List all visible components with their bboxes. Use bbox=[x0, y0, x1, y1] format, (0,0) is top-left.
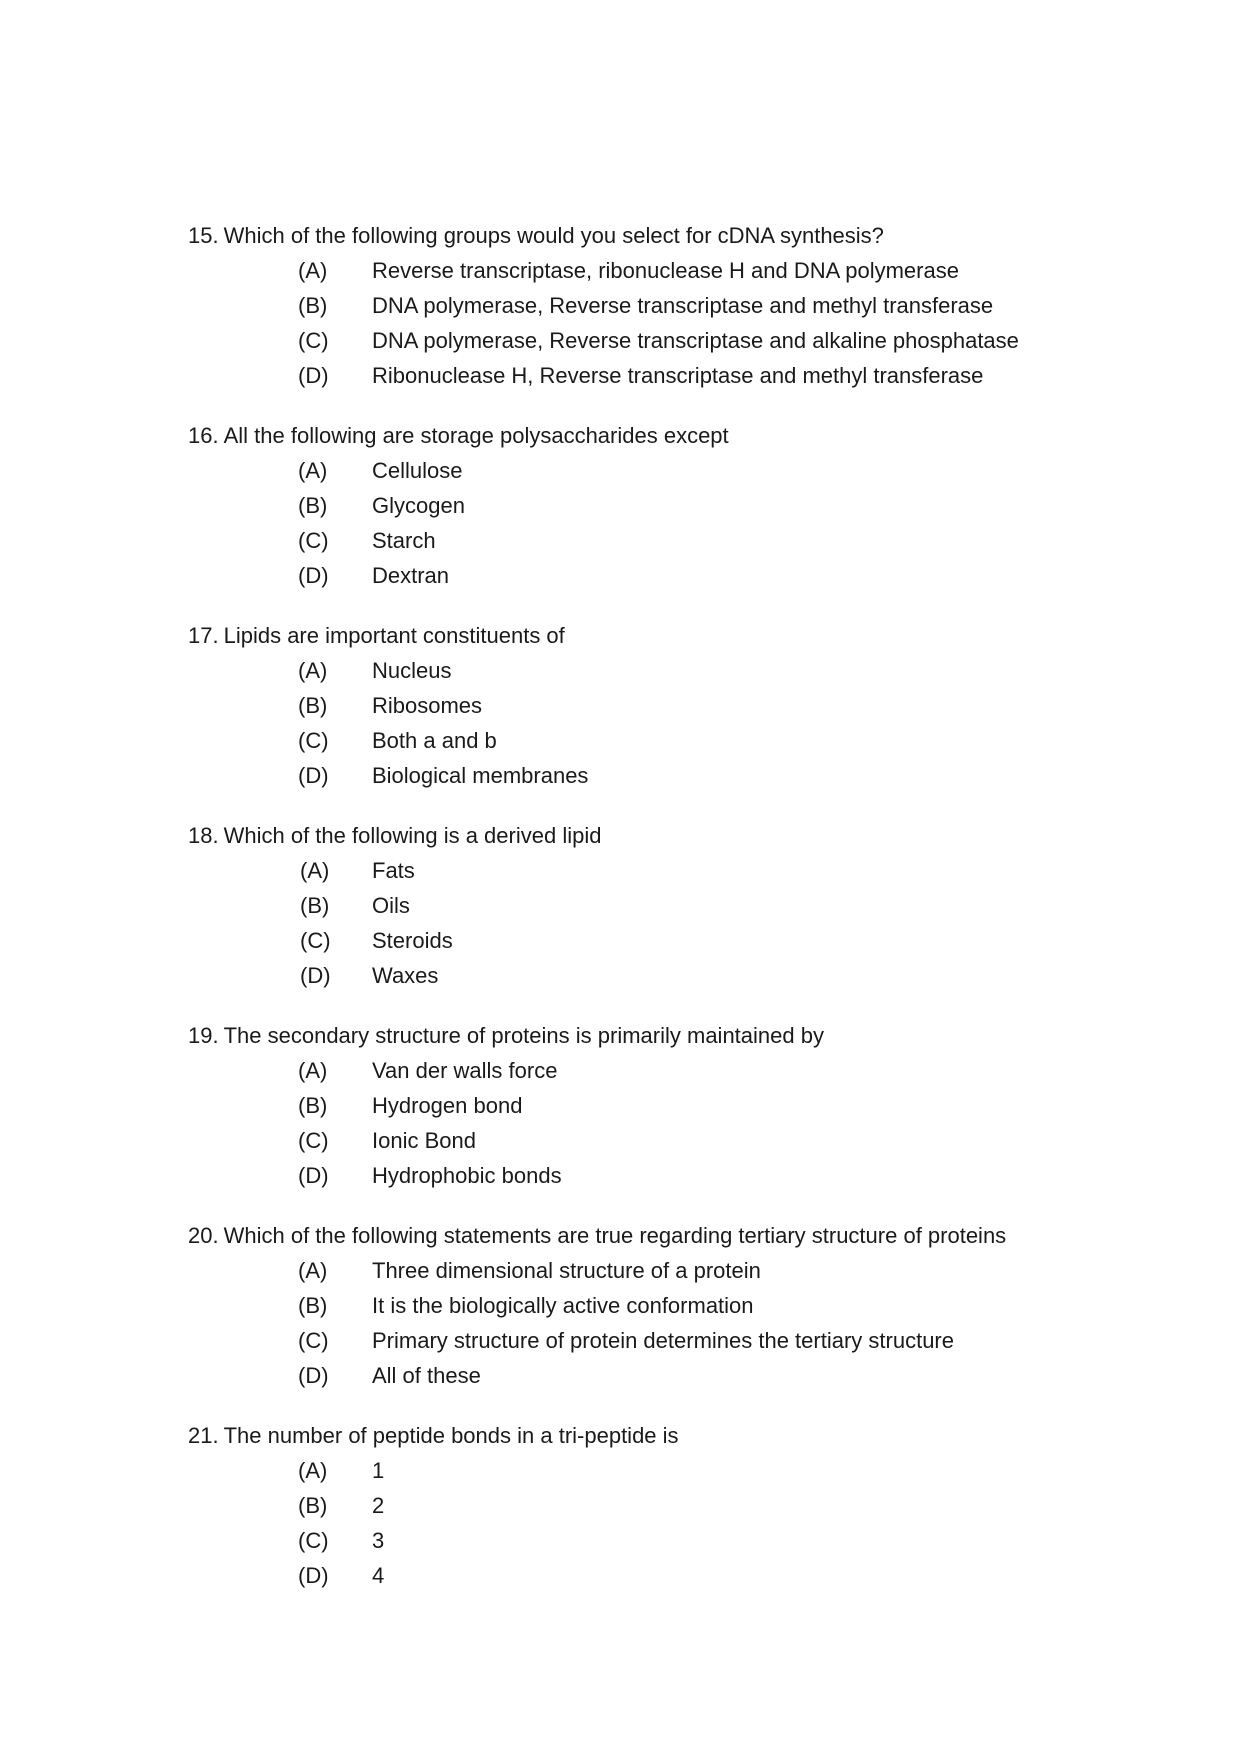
question-number: 19. bbox=[188, 1023, 219, 1048]
option-d bbox=[188, 558, 1088, 593]
option-letter: (A) bbox=[298, 1458, 328, 1483]
option-letter: (C) bbox=[298, 728, 329, 753]
option-a bbox=[188, 253, 1088, 288]
option-a bbox=[188, 853, 1088, 888]
option-a bbox=[188, 453, 1088, 488]
option-letter: (B) bbox=[298, 1093, 328, 1118]
option-a bbox=[188, 1053, 1088, 1088]
question-16 bbox=[188, 418, 1088, 593]
question-text: Which of the following groups would you select for cDNA synthesis? bbox=[223, 223, 884, 248]
option-c bbox=[188, 1123, 1088, 1158]
option-text: Nucleus bbox=[372, 658, 452, 683]
question-number: 21. bbox=[188, 1423, 219, 1448]
option-c bbox=[188, 723, 1088, 758]
option-letter: (D) bbox=[298, 363, 329, 388]
option-d bbox=[188, 958, 1088, 993]
option-letter: (A) bbox=[298, 458, 328, 483]
option-letter: (B) bbox=[298, 293, 328, 318]
question-15 bbox=[188, 218, 1088, 393]
option-text: 1 bbox=[372, 1458, 385, 1483]
question-stem bbox=[188, 218, 1088, 253]
option-letter: (C) bbox=[298, 1328, 329, 1353]
option-a bbox=[188, 653, 1088, 688]
option-b bbox=[188, 1088, 1088, 1123]
option-list bbox=[188, 653, 1088, 793]
option-text: All of these bbox=[372, 1363, 481, 1388]
option-text: Primary structure of protein determines the tertiary structure bbox=[372, 1328, 954, 1353]
question-stem bbox=[188, 1418, 1088, 1453]
question-number: 16. bbox=[188, 423, 219, 448]
option-c bbox=[188, 323, 1088, 358]
option-text: Ribonuclease H, Reverse transcriptase and methyl transferase bbox=[372, 363, 984, 388]
question-list bbox=[188, 218, 1088, 1618]
option-text: Starch bbox=[372, 528, 436, 553]
option-b bbox=[188, 1488, 1088, 1523]
option-text: It is the biologically active conformation bbox=[372, 1293, 754, 1318]
option-list bbox=[188, 253, 1088, 393]
option-text: Three dimensional structure of a protein bbox=[372, 1258, 761, 1283]
option-a bbox=[188, 1453, 1088, 1488]
option-letter: (C) bbox=[298, 328, 329, 353]
option-text: Dextran bbox=[372, 563, 450, 588]
option-c bbox=[188, 1523, 1088, 1558]
option-list bbox=[188, 1253, 1088, 1393]
option-letter: (D) bbox=[300, 963, 331, 988]
option-text: DNA polymerase, Reverse transcriptase and alkaline phosphatase bbox=[372, 328, 1019, 353]
option-letter: (B) bbox=[298, 1493, 328, 1518]
option-d bbox=[188, 1558, 1088, 1593]
option-c bbox=[188, 1323, 1088, 1358]
option-letter: (C) bbox=[298, 528, 329, 553]
question-20 bbox=[188, 1218, 1088, 1393]
question-stem bbox=[188, 818, 1088, 853]
question-17 bbox=[188, 618, 1088, 793]
option-d bbox=[188, 1358, 1088, 1393]
option-letter: (B) bbox=[298, 693, 328, 718]
option-letter: (C) bbox=[298, 1528, 329, 1553]
question-text: Which of the following is a derived lipid bbox=[223, 823, 602, 848]
option-d bbox=[188, 358, 1088, 393]
question-19 bbox=[188, 1018, 1088, 1193]
option-letter: (A) bbox=[298, 1258, 328, 1283]
option-text: Both a and b bbox=[372, 728, 497, 753]
option-text: Steroids bbox=[372, 928, 453, 953]
option-list bbox=[188, 453, 1088, 593]
option-a bbox=[188, 1253, 1088, 1288]
option-list bbox=[188, 1053, 1088, 1193]
option-letter: (C) bbox=[300, 928, 331, 953]
option-b bbox=[188, 1288, 1088, 1323]
option-text: Waxes bbox=[372, 963, 439, 988]
question-21 bbox=[188, 1418, 1088, 1593]
option-list bbox=[188, 853, 1088, 993]
question-number: 18. bbox=[188, 823, 219, 848]
option-text: Glycogen bbox=[372, 493, 465, 518]
question-text: The number of peptide bonds in a tri-peptide is bbox=[223, 1423, 679, 1448]
option-b bbox=[188, 688, 1088, 723]
question-stem bbox=[188, 418, 1088, 453]
option-b bbox=[188, 488, 1088, 523]
question-text: Lipids are important constituents of bbox=[223, 623, 565, 648]
option-text: Hydrophobic bonds bbox=[372, 1163, 562, 1188]
option-letter: (C) bbox=[298, 1128, 329, 1153]
option-letter: (B) bbox=[298, 1293, 328, 1318]
question-stem bbox=[188, 1018, 1088, 1053]
option-letter: (D) bbox=[298, 1363, 329, 1388]
question-18 bbox=[188, 818, 1088, 993]
option-letter: (A) bbox=[298, 258, 328, 283]
option-list bbox=[188, 1453, 1088, 1593]
question-number: 17. bbox=[188, 623, 219, 648]
option-text: 3 bbox=[372, 1528, 385, 1553]
option-text: Fats bbox=[372, 858, 415, 883]
question-text: All the following are storage polysaccharides except bbox=[223, 423, 729, 448]
option-d bbox=[188, 758, 1088, 793]
option-letter: (A) bbox=[298, 658, 328, 683]
option-letter: (D) bbox=[298, 763, 329, 788]
question-number: 15. bbox=[188, 223, 219, 248]
option-b bbox=[188, 888, 1088, 923]
option-b bbox=[188, 288, 1088, 323]
question-text: The secondary structure of proteins is primarily maintained by bbox=[223, 1023, 824, 1048]
option-letter: (B) bbox=[298, 493, 328, 518]
question-stem bbox=[188, 618, 1088, 653]
option-text: Hydrogen bond bbox=[372, 1093, 523, 1118]
option-text: Reverse transcriptase, ribonuclease H and DNA polymerase bbox=[372, 258, 959, 283]
option-text: DNA polymerase, Reverse transcriptase and methyl transferase bbox=[372, 293, 994, 318]
option-text: Oils bbox=[372, 893, 410, 918]
option-text: 4 bbox=[372, 1563, 385, 1588]
question-stem bbox=[188, 1218, 1088, 1253]
option-letter: (D) bbox=[298, 563, 329, 588]
option-text: 2 bbox=[372, 1493, 385, 1518]
option-c bbox=[188, 923, 1088, 958]
option-text: Van der walls force bbox=[372, 1058, 558, 1083]
question-number: 20. bbox=[188, 1223, 219, 1248]
option-letter: (D) bbox=[298, 1163, 329, 1188]
option-letter: (D) bbox=[298, 1563, 329, 1588]
option-c bbox=[188, 523, 1088, 558]
option-text: Ionic Bond bbox=[372, 1128, 476, 1153]
option-letter: (A) bbox=[300, 858, 330, 883]
option-letter: (A) bbox=[298, 1058, 328, 1083]
option-text: Ribosomes bbox=[372, 693, 483, 718]
question-text: Which of the following statements are true regarding tertiary structure of proteins bbox=[223, 1223, 1007, 1248]
option-text: Biological membranes bbox=[372, 763, 589, 788]
option-letter: (B) bbox=[300, 893, 330, 918]
option-d bbox=[188, 1158, 1088, 1193]
option-text: Cellulose bbox=[372, 458, 463, 483]
